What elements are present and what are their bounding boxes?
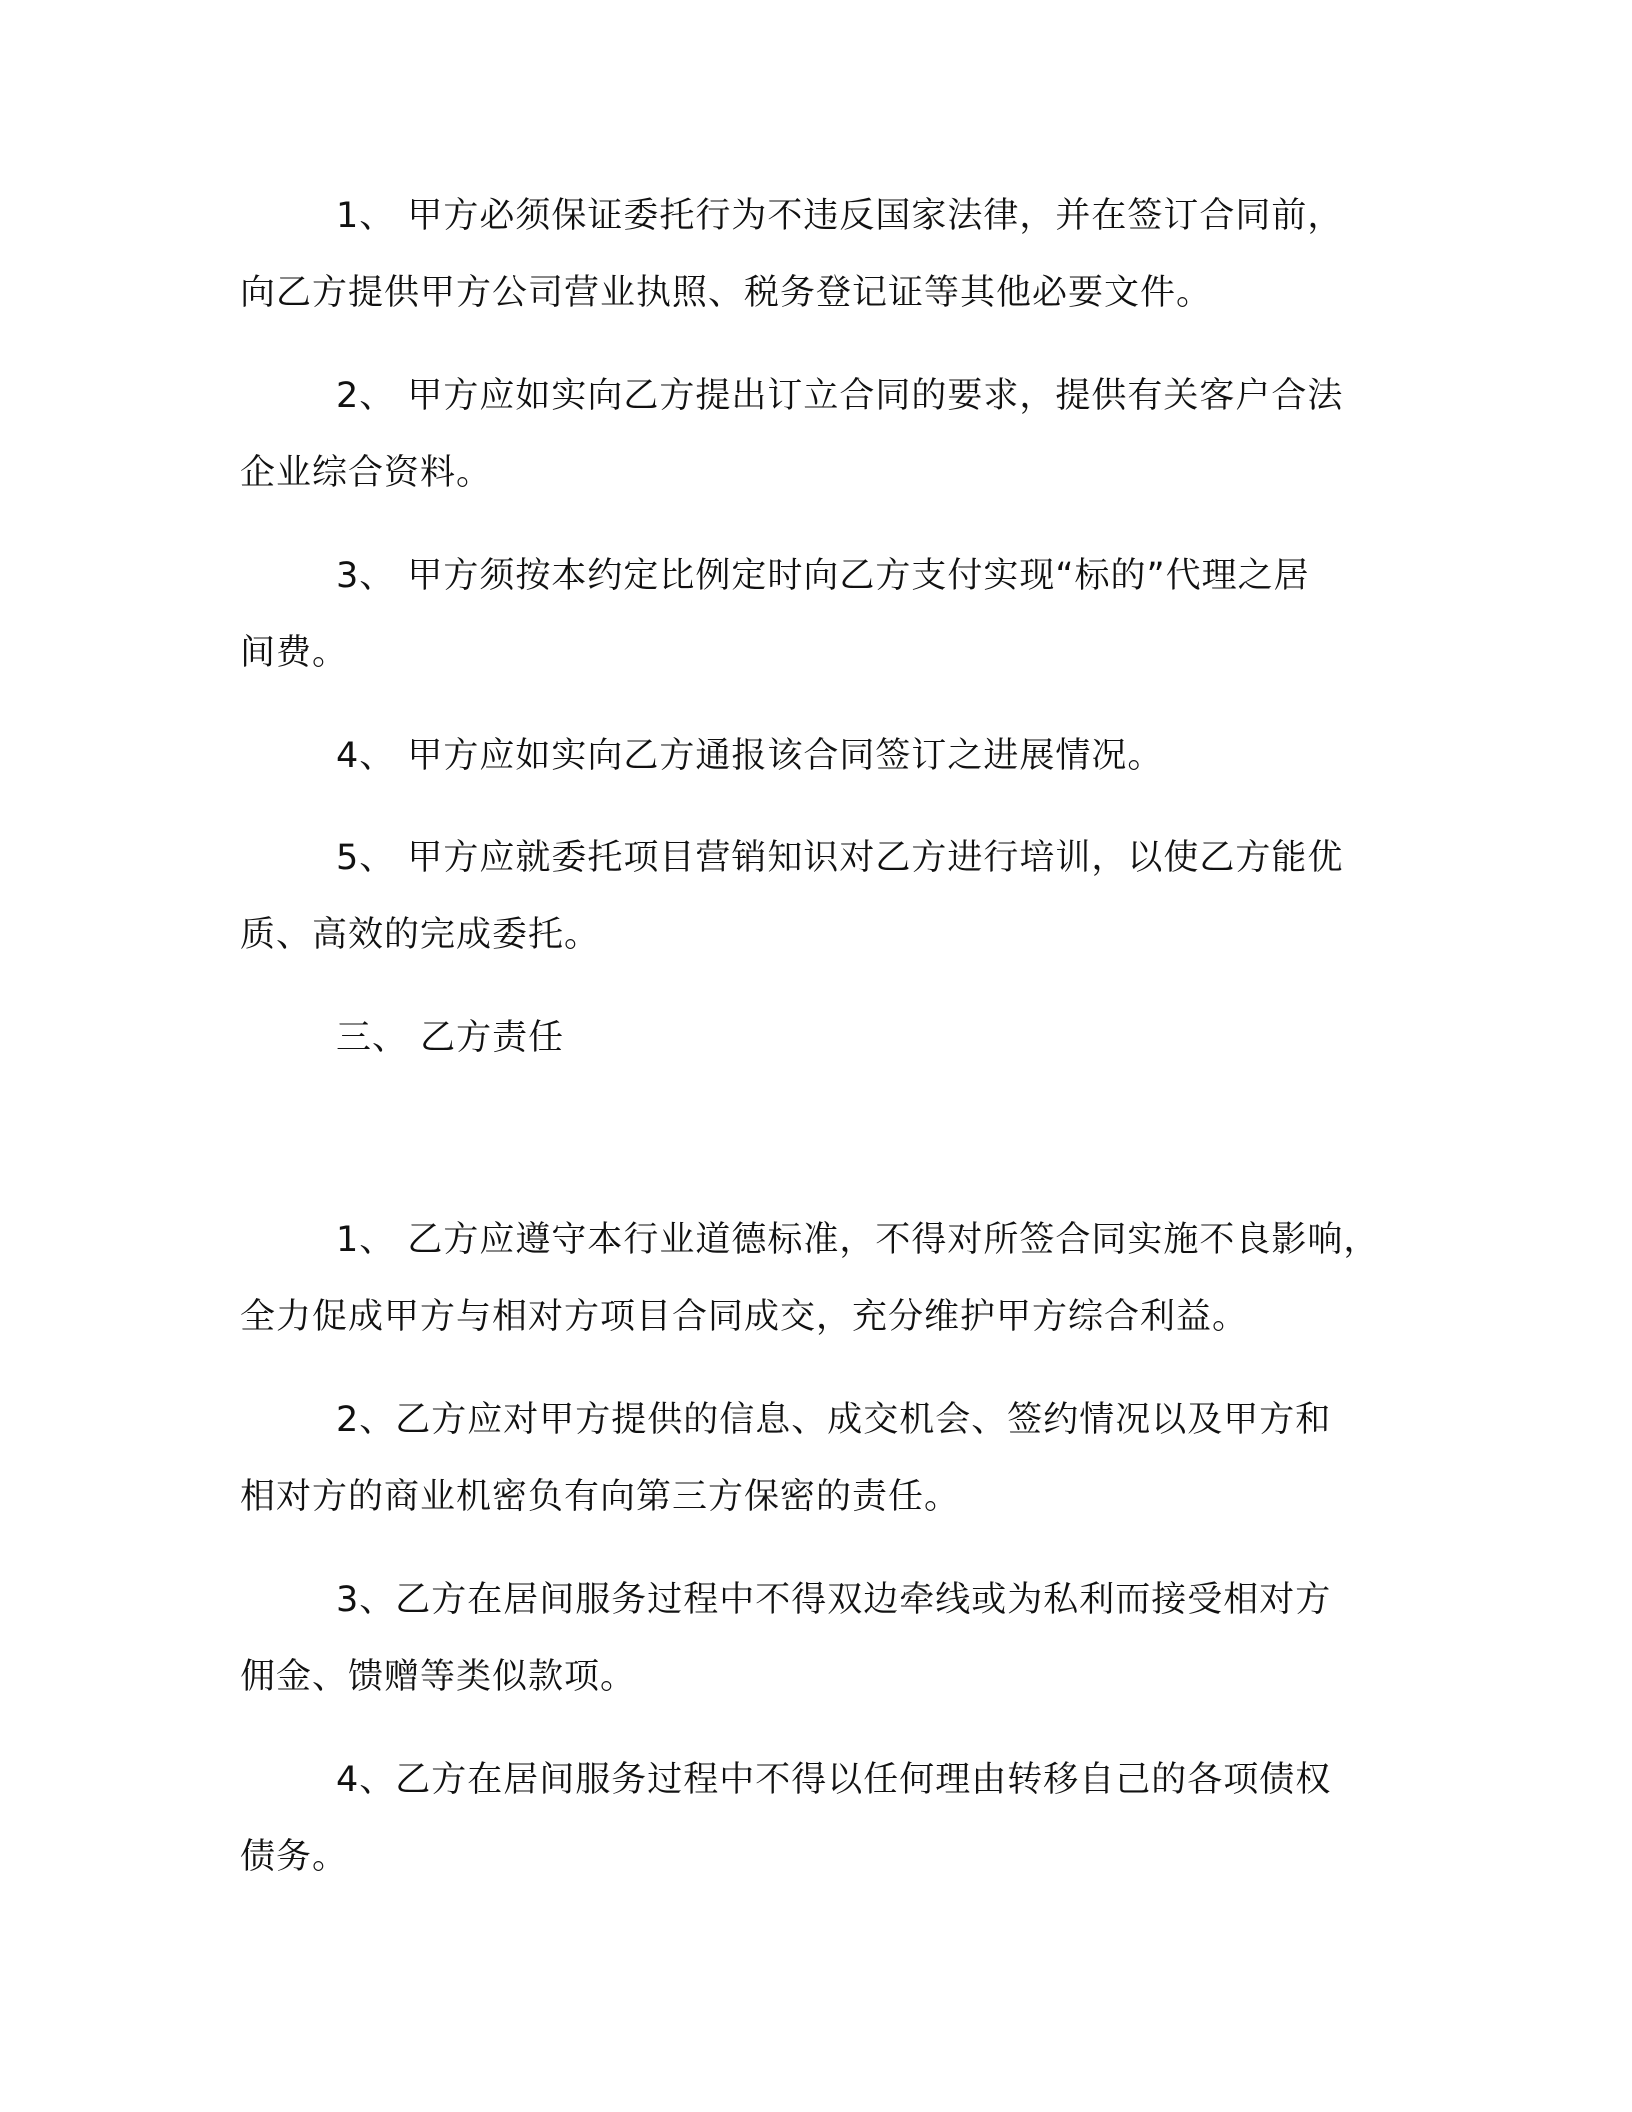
paragraph-a2 (240, 358, 1400, 512)
paragraph-b3 (240, 1562, 1400, 1716)
paragraph-line: 债务。 (240, 1837, 349, 1877)
paragraph-line: 1、 乙方应遵守本行业道德标准，不得对所签合同实施不良影响， (336, 1220, 1380, 1260)
paragraph-b1 (240, 1202, 1400, 1356)
paragraph-line: 1、 甲方必须保证委托行为不违反国家法律，并在签订合同前， (336, 196, 1344, 236)
paragraph-line: 向乙方提供甲方公司营业执照、税务登记证等其他必要文件。 (240, 273, 1213, 313)
paragraph-line: 全力促成甲方与相对方项目合同成交，充分维护甲方综合利益。 (240, 1297, 1249, 1337)
paragraph-a3 (240, 538, 1400, 692)
paragraph-line: 佣金、馈赠等类似款项。 (240, 1657, 637, 1697)
section-heading: 三、 乙方责任 (336, 1018, 565, 1058)
paragraph-line: 3、 甲方须按本约定比例定时向乙方支付实现“标的”代理之居 (336, 556, 1310, 596)
paragraph-line: 5、 甲方应就委托项目营销知识对乙方进行培训，以使乙方能优 (336, 838, 1344, 878)
paragraph-line: 企业综合资料。 (240, 453, 493, 493)
paragraph-line: 质、高效的完成委托。 (240, 915, 601, 955)
paragraph-line: 相对方的商业机密负有向第三方保密的责任。 (240, 1477, 961, 1517)
paragraph-a5 (240, 820, 1400, 974)
paragraph-line: 间费。 (240, 633, 349, 673)
paragraph-b2 (240, 1382, 1400, 1536)
paragraph-line: 4、 甲方应如实向乙方通报该合同签订之进展情况。 (336, 736, 1164, 776)
paragraph-a4 (240, 718, 1400, 795)
paragraph-line: 2、乙方应对甲方提供的信息、成交机会、签约情况以及甲方和 (336, 1400, 1332, 1440)
paragraph-line: 4、乙方在居间服务过程中不得以任何理由转移自己的各项债权 (336, 1760, 1332, 1800)
paragraph-line: 2、 甲方应如实向乙方提出订立合同的要求，提供有关客户合法 (336, 376, 1344, 416)
paragraph-b4 (240, 1742, 1400, 1896)
paragraph-a1 (240, 178, 1400, 332)
paragraph-line: 3、乙方在居间服务过程中不得双边牵线或为私利而接受相对方 (336, 1580, 1332, 1620)
